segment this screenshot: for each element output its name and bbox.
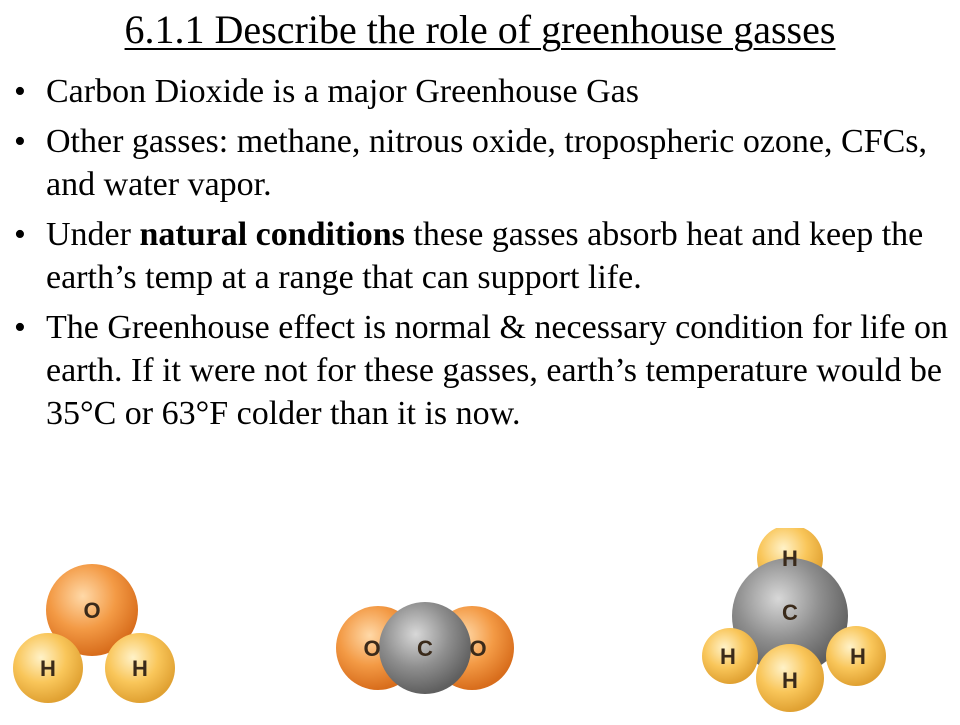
methane-h-label: H [720, 644, 736, 669]
co2-o-label: O [469, 636, 487, 661]
bullet-text: Other gasses: methane, nitrous oxide, tropospheric ozone, CFCs, and water vapor. [46, 123, 928, 203]
bullet-marker: • [14, 216, 26, 253]
water-h-label: H [40, 656, 56, 681]
water-molecule [13, 564, 175, 703]
molecule-canvas [0, 528, 960, 720]
bullet-text: these gasses absorb heat and keep the earth’s temp at a range that can support life. [46, 216, 924, 296]
methane-molecule [702, 528, 886, 712]
bullet-text: Carbon Dioxide is a major Greenhouse Gas [46, 73, 639, 110]
bullet-marker: • [14, 73, 26, 110]
slide-title: 6.1.1 Describe the role of greenhouse gasses [124, 7, 836, 52]
bullet-text: The Greenhouse effect is normal & necessary condition for life on earth. If it were not for these gasses, earth’s temperature would be 35°C or 63°F colder than it is now. [46, 309, 948, 432]
bullet-emphasis: natural conditions [139, 216, 405, 253]
methane-h-label: H [782, 546, 798, 571]
bullet-item [0, 306, 960, 435]
bullet-list [0, 70, 960, 442]
water-o-label: O [83, 598, 101, 623]
methane-h-label: H [850, 644, 866, 669]
water-h-label: H [132, 656, 148, 681]
co2-c-label: C [417, 636, 433, 661]
bullet-text: Under [46, 216, 140, 253]
bullet-item [0, 213, 960, 299]
carbon-dioxide-molecule [336, 602, 514, 694]
bullet-item [0, 120, 960, 206]
molecule-illustrations [0, 528, 960, 720]
co2-o-label: O [363, 636, 381, 661]
bullet-marker: • [14, 123, 26, 160]
methane-c-label: C [782, 600, 798, 625]
bullet-marker: • [14, 309, 26, 346]
methane-h-label: H [782, 668, 798, 693]
bullet-item [0, 70, 960, 113]
